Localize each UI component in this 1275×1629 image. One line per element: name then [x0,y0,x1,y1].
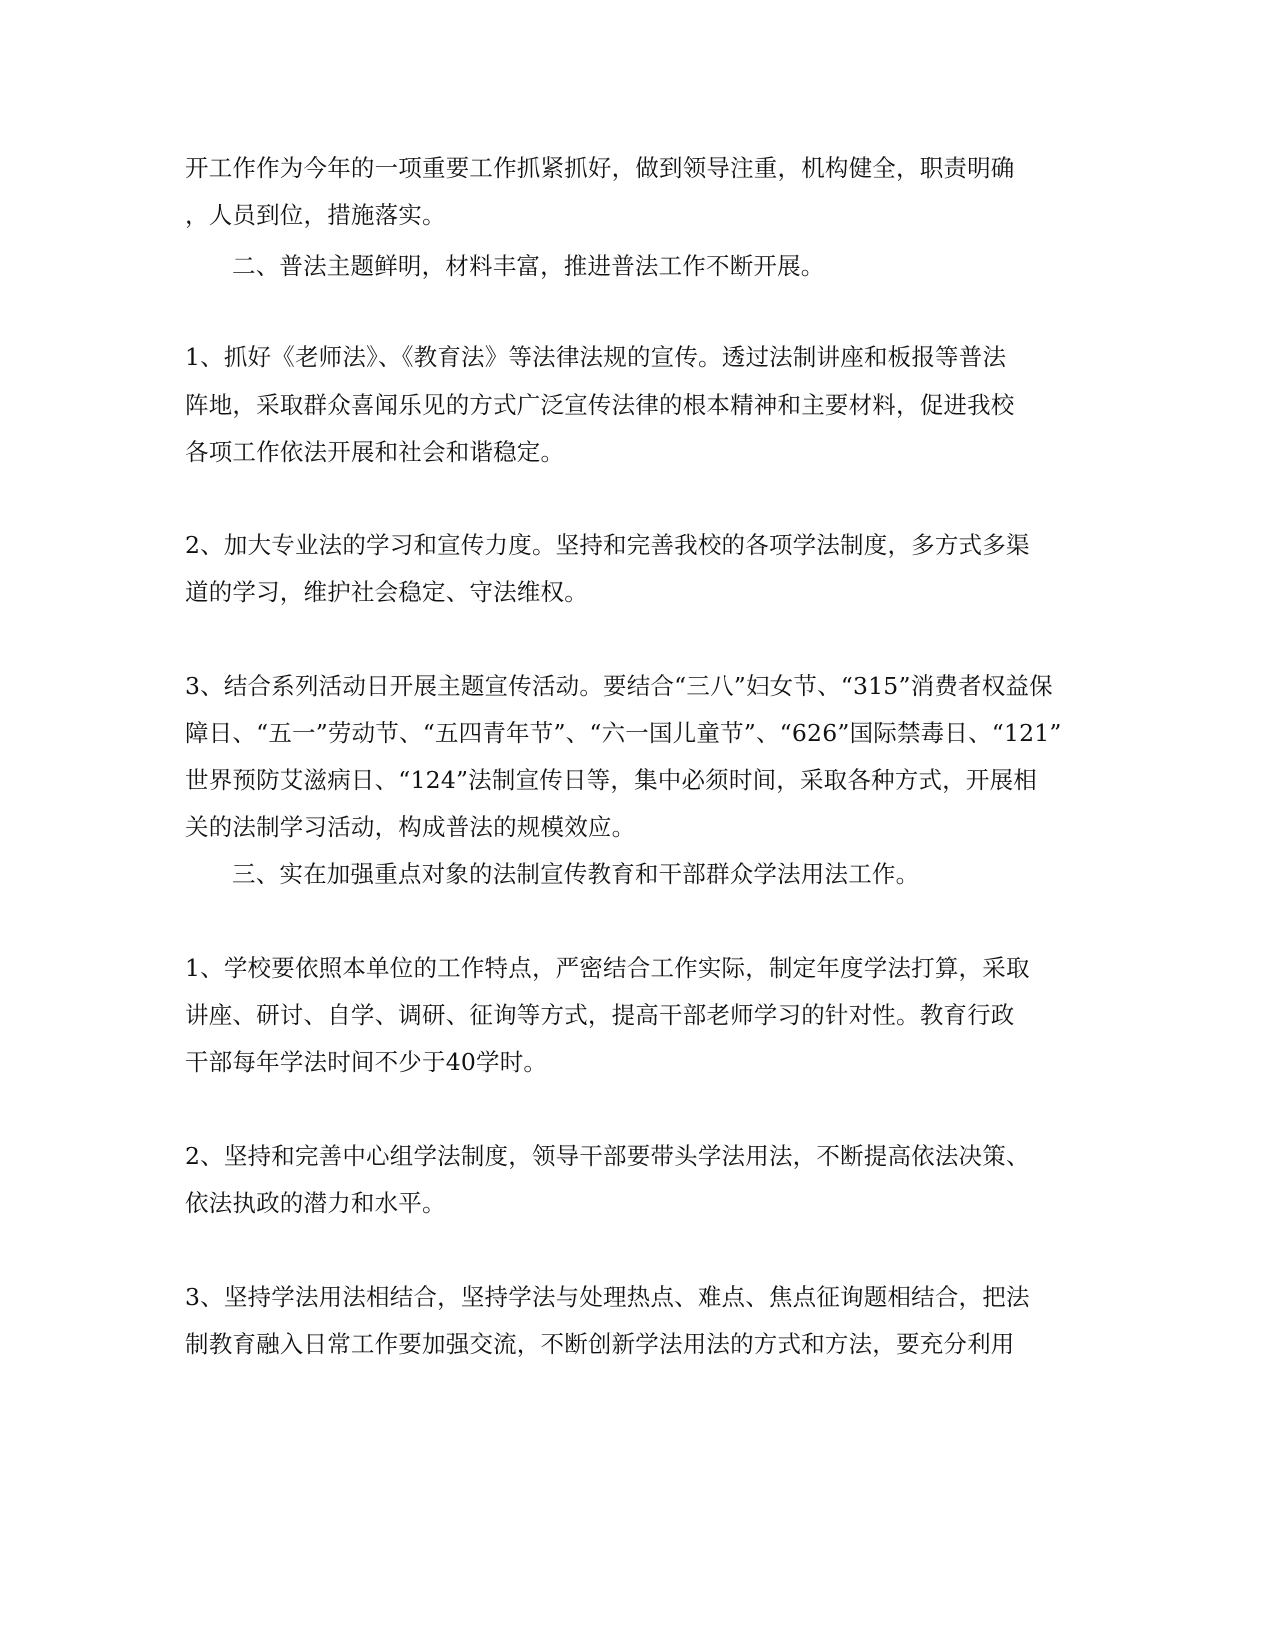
text-line: 干部每年学法时间不少于40学时。 [185,1048,548,1076]
text-line: 障日、“五一”劳动节、“五四青年节”、“六一国儿童节”、“626”国际禁毒日、“121” [185,719,1062,747]
text-line: 阵地，采取群众喜闻乐见的方式广泛宣传法律的根本精神和主要材料，促进我校 [185,391,1015,419]
text-line: 1、抓好《老师法》、《教育法》等法律法规的宣传。透过法制讲座和板报等普法 [185,343,1007,371]
text-line: 制教育融入日常工作要加强交流，不断创新学法用法的方式和方法，要充分利用 [185,1330,1015,1358]
text-line: 讲座、研讨、自学、调研、征询等方式，提高干部老师学习的针对性。教育行政 [185,1001,1015,1029]
text-line: 各项工作依法开展和社会和谐稳定。 [185,438,565,466]
text-line: 道的学习，维护社会稳定、守法维权。 [185,578,588,606]
text-line: ，人员到位，措施落实。 [185,201,446,229]
text-line: 开工作作为今年的一项重要工作抓紧抓好，做到领导注重，机构健全，职责明确 [185,154,1015,182]
text-line: 依法执政的潜力和水平。 [185,1189,446,1217]
text-line: 1、学校要依照本单位的工作特点，严密结合工作实际，制定年度学法打算，采取 [185,954,1030,982]
text-line: 关的法制学习活动，构成普法的规模效应。 [185,813,636,841]
text-line: 世界预防艾滋病日、“124”法制宣传日等，集中必须时间，采取各种方式，开展相 [185,766,1037,794]
text-line: 2、加大专业法的学习和宣传力度。坚持和完善我校的各项学法制度，多方式多渠 [185,531,1030,559]
text-line: 3、坚持学法用法相结合，坚持学法与处理热点、难点、焦点征询题相结合，把法 [185,1283,1030,1311]
text-line: 3、结合系列活动日开展主题宣传活动。要结合“三八”妇女节、“315”消费者权益保 [185,672,1053,700]
section-heading: 二、普法主题鲜明，材料丰富，推进普法工作不断开展。 [232,252,825,280]
text-line: 2、坚持和完善中心组学法制度，领导干部要带头学法用法，不断提高依法决策、 [185,1142,1030,1170]
section-heading: 三、实在加强重点对象的法制宣传教育和干部群众学法用法工作。 [232,860,920,888]
